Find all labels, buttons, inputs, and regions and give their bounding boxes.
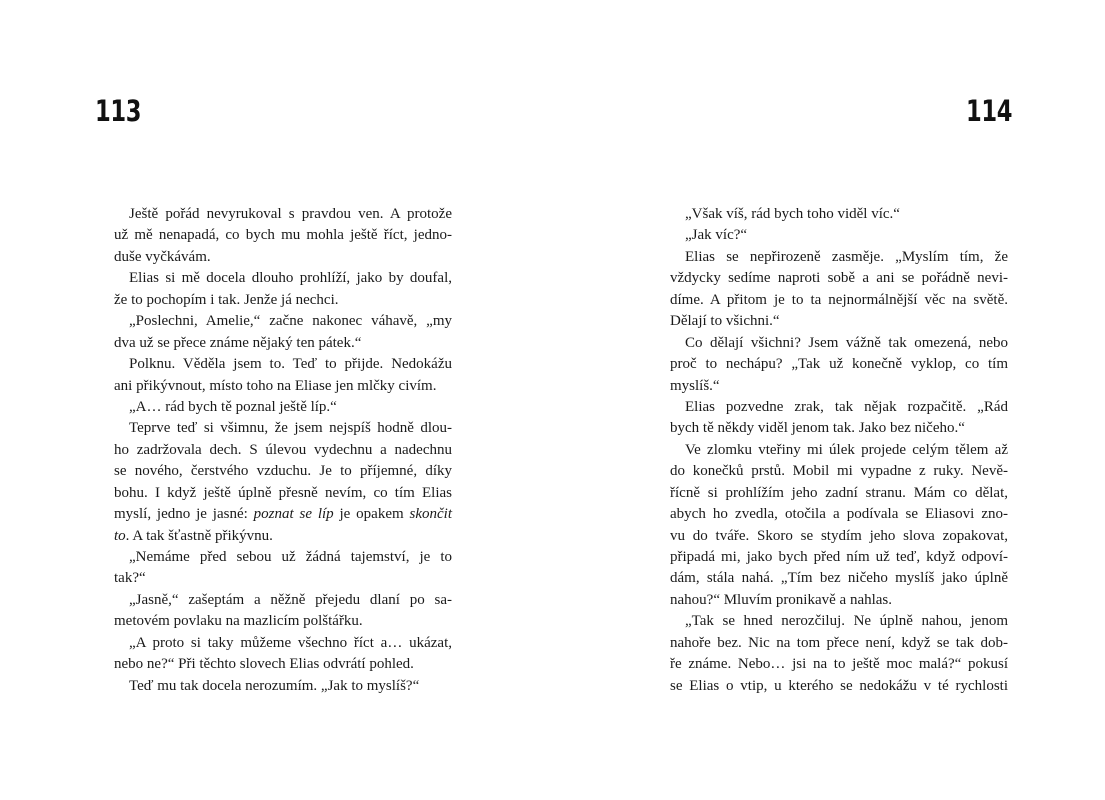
text-line: „Jasně,“ zašeptám a něžně přejedu dlaní po sa- xyxy=(129,591,452,608)
text-line: se Elias o vtip, u kterého se nedokážu v té rychlosti xyxy=(670,677,1008,694)
left-page xyxy=(0,0,552,800)
text-line: nebo ne?“ Při těchto slovech Elias odvrátí pohled. xyxy=(114,656,414,673)
text-line: ho zadržovala dech. S úlevou vydechnu a nadechnu xyxy=(114,441,452,458)
text-line: Dělají to všichni.“ xyxy=(670,313,780,330)
emphasis: poznat se líp xyxy=(253,506,334,523)
text-line: připadá mi, jako bych před ním už teď, když odpoví- xyxy=(670,549,1008,565)
text-line: se nového, čerstvého vzduchu. Je to příjemné, díky xyxy=(114,463,452,480)
text-line: bohu. I když ještě úplně přesně nevím, co tím Elias xyxy=(114,484,452,501)
text-line: ře známe. Nebo… jsi na to ještě moc malá?“ pokusí xyxy=(670,656,1008,673)
text-line: „A proto si taky můžeme všechno říct a… ukázat, xyxy=(129,634,452,651)
left-page-text xyxy=(114,204,452,697)
text-line: Polknu. Věděla jsem to. Teď to přijde. Nedokážu xyxy=(129,356,452,373)
text-line: „Poslechni, Amelie,“ začne nakonec váhavě, „my xyxy=(129,313,452,330)
text-line: dám, stála nahá. „Tím bez ničeho myslíš jako úplně xyxy=(670,570,1008,587)
emphasis: to xyxy=(114,527,126,544)
text-line: metovém povlaku na mazlicím polštářku. xyxy=(114,613,363,630)
text-line: Co dělají všichni? Jsem vážně tak omezená, nebo xyxy=(685,334,1008,351)
right-page-text xyxy=(670,204,1008,697)
text-line: vždycky sedíme naproti sobě a ani se pořádně nevi- xyxy=(670,270,1008,287)
page-number-right: 114 xyxy=(965,94,1012,128)
text-line: Elias pozvedne zrak, tak nějak rozpačitě. „Rád xyxy=(685,398,1008,415)
text-line: „A… rád bych tě poznal ještě líp.“ xyxy=(129,398,337,415)
text-line: to. A tak šťastně přikývnu. xyxy=(114,527,273,544)
text-line: Teprve teď si všimnu, že jsem nejspíš hodně dlou- xyxy=(129,420,452,437)
text-line: proč to nechápu? „Tak už konečně vyklop, co tím xyxy=(670,356,1008,373)
text-line: vu do tváře. Skoro se stydím jeho slova zopakovat, xyxy=(670,527,1008,544)
text-line: Teď mu tak docela nerozumím. „Jak to myslíš?“ xyxy=(129,677,420,694)
text-line: tak?“ xyxy=(114,570,146,587)
text-line: řícně si prohlížím jeho zadní stranu. Mám co dělat, xyxy=(670,484,1008,501)
text-line: Ještě pořád nevyrukoval s pravdou ven. A protože xyxy=(129,206,452,222)
right-page xyxy=(552,0,1105,800)
text-line: díme. A přitom je to ta nejnormálnější věc na světě. xyxy=(670,291,1008,308)
text-line: „Však víš, rád bych toho viděl víc.“ xyxy=(685,206,900,222)
text-line: abych ho zvedla, otočila a podívala se Eliasovi zno- xyxy=(670,506,1008,523)
text-line: nahoře bez. Nic na tom přece není, když se tak dob- xyxy=(670,634,1008,651)
text-line: duše vyčkávám. xyxy=(114,248,211,265)
emphasis: skončit xyxy=(409,506,453,523)
text-line: bych tě někdy viděl jenom tak. Jako bez ničeho.“ xyxy=(670,420,965,437)
text-line: nahou?“ Mluvím pronikavě a nahlas. xyxy=(670,591,893,608)
text-line: „Nemáme před sebou už žádná tajemství, je to xyxy=(129,549,452,565)
text-line: ani přikývnout, místo toho na Eliase jen mlčky civím. xyxy=(114,377,437,394)
text-line: Elias si mě docela dlouho prohlíží, jako by doufal, xyxy=(129,270,452,287)
text-line: „Jak víc?“ xyxy=(685,227,748,244)
text-line: dva už se přece známe nějaký ten pátek.“ xyxy=(114,334,362,351)
page-number-left: 113 xyxy=(95,94,142,128)
text-line: myslí, jedno je jasné: poznat se líp je opakem skončit xyxy=(114,506,453,523)
text-line: do konečků prstů. Mobil mi vypadne z ruky. Nevě- xyxy=(670,463,1008,480)
text-line: „Tak se hned nerozčiluj. Ne úplně nahou, jenom xyxy=(685,613,1008,630)
text-line: myslíš.“ xyxy=(670,377,720,394)
text-line: Elias se nepřirozeně zasměje. „Myslím tím, že xyxy=(685,248,1008,265)
text-line: Ve zlomku vteřiny mi úlek projede celým tělem až xyxy=(685,441,1008,458)
text-line: že to pochopím i tak. Jenže já nechci. xyxy=(114,291,339,308)
text-line: už mě nenapadá, co bych mu mohla ještě říct, jedno- xyxy=(114,227,452,244)
